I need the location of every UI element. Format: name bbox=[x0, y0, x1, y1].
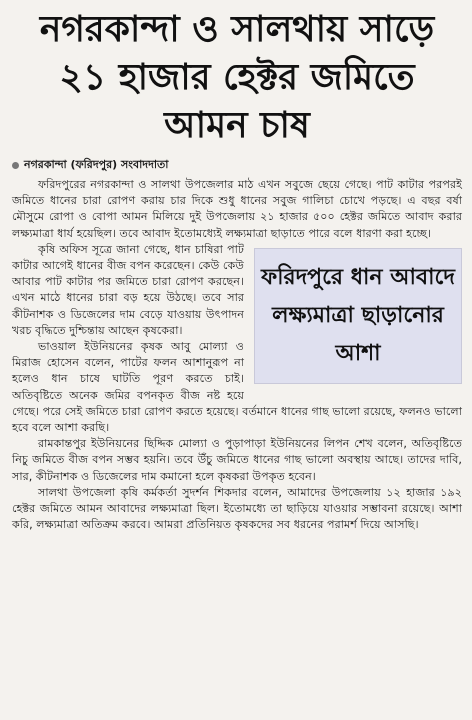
pull-quote-box bbox=[254, 248, 462, 384]
headline: নগরকান্দা ও সালথায় সাড়ে ২১ হাজার হেক্টর জমিতে আমন চাষ bbox=[39, 9, 435, 146]
dateline-text: নগরকান্দা (ফরিদপুর) সংবাদদাতা bbox=[24, 158, 169, 171]
dateline bbox=[12, 156, 462, 175]
pull-quote-text: ফরিদপুরে ধান আবাদে লক্ষ্যমাত্রা ছাড়ানোর আশা bbox=[261, 264, 455, 366]
body-with-callout bbox=[12, 242, 462, 534]
paragraph-3: ভাওয়াল ইউনিয়নের কৃষক আবু মোল্যা ও মিরাজ হোসেন বলেন, পাটের ফলন আশানুরূপ না হলেও ধান চাষে ঘাটতি পূরণ করতে চাই। অতিবৃষ্টিতে অনেক জমির বপনকৃত বীজ নষ্ট হয়ে গেছে। পরে সেই জমিতে চারা রোপণ করতে হয়েছে। বর্তমানে ধানের গাছ ভালো রয়েছে, ফলনও ভালো হবে বলে আশা করছি। bbox=[12, 340, 462, 435]
paragraph-2: কৃষি অফিস সূত্রে জানা গেছে, ধান চাষিরা পাট কাটার আগেই ধানের বীজ বপন করেছেন। কেউ কেউ আবার পাট কাটার পর জমিতে চারা রোপণ করছেন। এখন মাঠে ধানের চারা বড় হয়ে উঠছে। তবে সার কীটনাশক ও ডিজেলের দাম বেড়ে যাওয়ায় উৎপাদন খরচ বৃদ্ধিতে দুশ্চিন্তায় আছেন কৃষকেরা। bbox=[12, 242, 244, 337]
paragraph-4: রামকান্তপুর ইউনিয়নের ছিদ্দিক মোল্যা ও পুড়াপাড়া ইউনিয়নের লিপন শেখ বলেন, অতিবৃষ্টিতে নিচু জমিতে বীজ বপন সম্ভব হয়নি। তবে উঁচু জমিতে ধানের গাছ ভালো অবস্থায় আছে। তাদের দাবি, সার, কীটনাশক ও ডিজেলের দাম কমানো হলে কৃষকরা উপকৃত হবেন। bbox=[12, 437, 462, 483]
bullet-icon bbox=[12, 162, 19, 169]
paragraph-1: ফরিদপুরের নগরকান্দা ও সালথা উপজেলার মাঠ এখন সবুজে ছেয়ে গেছে। পাট কাটার পরপরই জমিতে ধানের চারা রোপণ করায় চার দিকে শুধু ধানের সবুজ গালিচা চোখে পড়ছে। এ বছর বর্ষা মৌসুমে রোপা ও বোপা আমন মিলিয়ে দুই উপজেলায় ২১ হাজার ৫০০ হেক্টর জমিতে আবাদ করার লক্ষ্যমাত্রা ধার্য হয়েছিল। তবে আবাদ ইতোমধ্যেই লক্ষ্যমাত্রা ছাড়াতে পারে বলে ধারণা করা হচ্ছে। bbox=[12, 178, 462, 240]
paragraph-5: সালথা উপজেলা কৃষি কর্মকর্তা সুদর্শন শিকদার বলেন, আমাদের উপজেলায় ১২ হাজার ১৯২ হেক্টর জমিতে আমন আবাদের লক্ষ্যমাত্রা ছিল। ইতোমধ্যে তা ছাড়িয়ে যাওয়ার সম্ভাবনা রয়েছে। আশা করি, লক্ষ্যমাত্রা অতিক্রম করবে। আমরা প্রতিনিয়ত কৃষকদের সব ধরনের পরামর্শ দিয়ে আসছি। bbox=[12, 485, 462, 532]
